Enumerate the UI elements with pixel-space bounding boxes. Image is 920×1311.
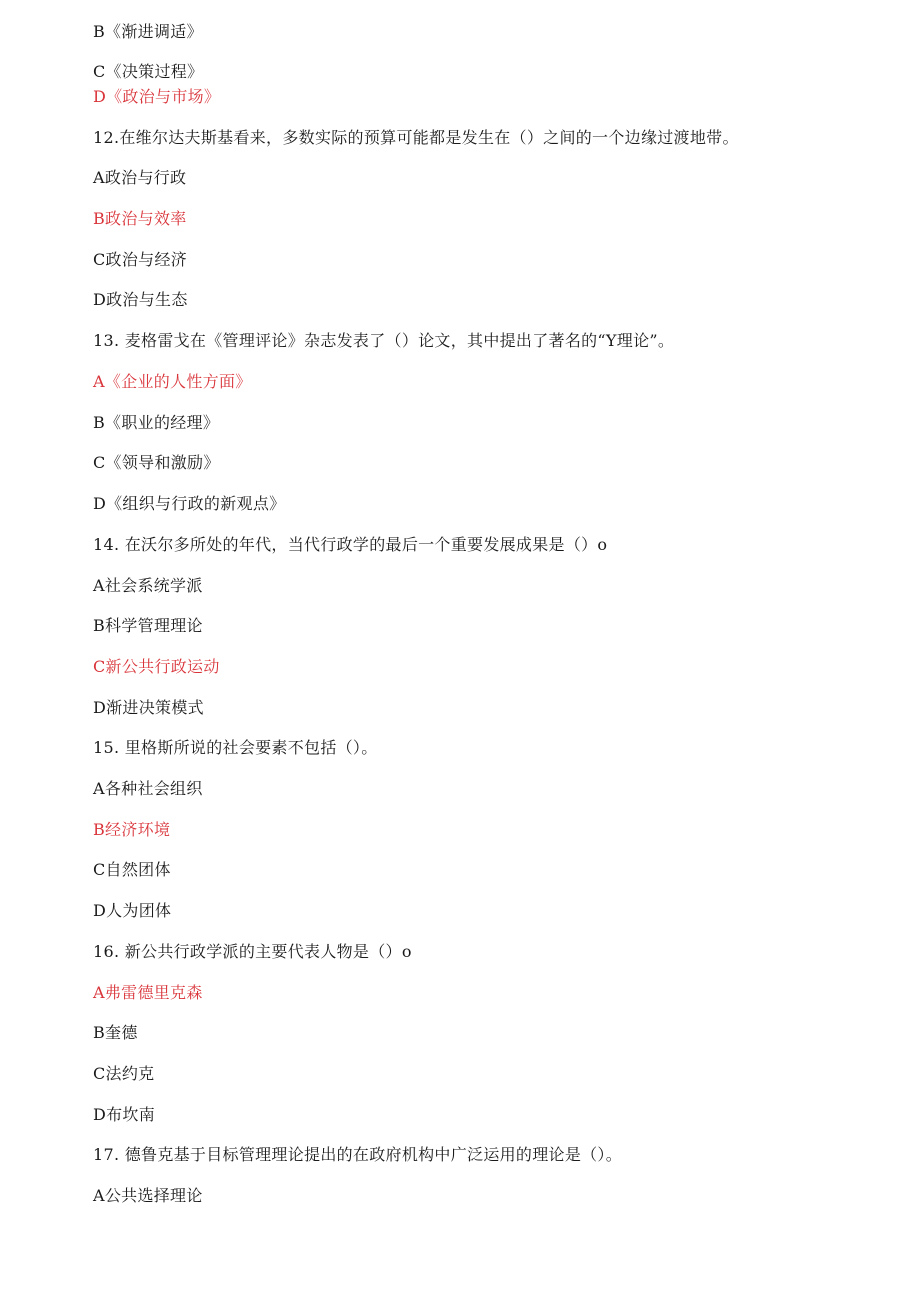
option-d-q13: D《组织与行政的新观点》: [93, 494, 286, 513]
option-b-q15-answer: B经济环境: [93, 820, 171, 839]
option-c-q13: C《领导和激励》: [93, 453, 220, 472]
question-17: 17. 德鲁克基于目标管理理论提出的在政府机构中广泛运用的理论是（）。: [93, 1145, 623, 1164]
option-c-q11: C《决策过程》: [93, 62, 204, 81]
option-a-q12: A政治与行政: [93, 168, 187, 187]
option-c-q14-answer: C新公共行政运动: [93, 657, 220, 676]
question-12: 12.在维尔达夫斯基看来，多数实际的预算可能都是发生在（）之间的一个边缘过渡地带。: [93, 128, 739, 147]
option-a-q14: A社会系统学派: [93, 576, 203, 595]
option-d-q11-answer: D《政治与市场》: [93, 87, 221, 106]
option-b-q12-answer: B政治与效率: [93, 209, 187, 228]
option-b-q11: B《渐进调适》: [93, 22, 203, 41]
option-d-q12: D政治与生态: [93, 290, 188, 309]
option-c-q12: C政治与经济: [93, 250, 188, 269]
option-d-q15: D人为团体: [93, 901, 172, 920]
option-b-q13: B《职业的经理》: [93, 413, 220, 432]
question-15: 15. 里格斯所说的社会要素不包括（）。: [93, 738, 378, 757]
option-a-q16-answer: A弗雷德里克森: [93, 983, 203, 1002]
option-c-q15: C自然团体: [93, 860, 171, 879]
question-16: 16. 新公共行政学派的主要代表人物是（）o: [93, 942, 412, 961]
option-a-q17: A公共选择理论: [93, 1186, 203, 1205]
option-b-q14: B科学管理理论: [93, 616, 203, 635]
option-d-q16: D布坎南: [93, 1105, 156, 1124]
option-a-q15: A各种社会组织: [93, 779, 203, 798]
option-c-q16: C法约克: [93, 1064, 155, 1083]
option-d-q14: D渐进决策模式: [93, 698, 204, 717]
question-14: 14. 在沃尔多所处的年代，当代行政学的最后一个重要发展成果是（）o: [93, 535, 608, 554]
question-13: 13. 麦格雷戈在《管理评论》杂志发表了（）论文，其中提出了著名的“Y理论”。: [93, 331, 675, 350]
option-b-q16: B奎德: [93, 1023, 138, 1042]
option-a-q13-answer: A《企业的人性方面》: [93, 372, 252, 391]
